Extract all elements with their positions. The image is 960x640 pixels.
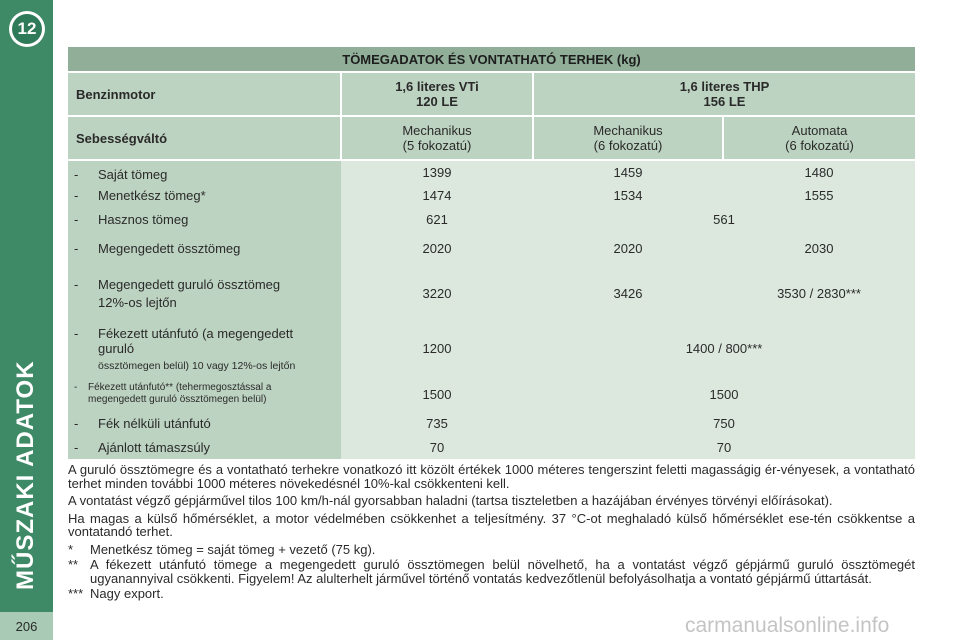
table-cell: 2020 — [533, 231, 723, 266]
table-cell: 561 — [533, 207, 915, 231]
note-paragraph: A guruló össztömegre és a vontatható terhekre vonatkozó itt közölt értékek 1000 méteres tengerszint feletti magasságig ér-vényesek, a vontatható terhet minden további 1000 méteres növekedésnél 10%-kal csökkenteni kell. — [68, 462, 915, 491]
gearbox-col-2 — [533, 116, 723, 160]
table-cell: 1534 — [533, 184, 723, 207]
gearbox-2-gears: (6 fokozatú) — [593, 138, 663, 153]
watermark: carmanualsonline.info — [685, 614, 890, 637]
gearbox-label: Sebességváltó — [68, 116, 341, 160]
table-cell: 1480 — [723, 160, 915, 184]
table-cell: 750 — [533, 411, 915, 435]
table-row — [68, 320, 915, 377]
footnote-mark: *** — [68, 586, 84, 601]
table-cell: 2020 — [341, 231, 533, 266]
mass-table-container — [68, 47, 915, 459]
table-row — [68, 411, 915, 435]
table-row — [68, 160, 915, 184]
footnote-text: Nagy export. — [90, 586, 164, 601]
table-cell: 3426 — [533, 266, 723, 320]
footnote — [68, 543, 915, 557]
notes-section — [68, 463, 915, 603]
table-cell: 3220 — [341, 266, 533, 320]
table-row — [68, 266, 915, 320]
footnote — [68, 558, 915, 585]
table-cell: 1459 — [533, 160, 723, 184]
engine-2-name: 1,6 literes THP — [679, 79, 770, 94]
table-title-row — [68, 47, 915, 72]
chapter-sidebar — [0, 0, 53, 640]
table-cell: 2030 — [723, 231, 915, 266]
table-row — [68, 184, 915, 207]
table-row — [68, 435, 915, 459]
footnote-text: A fékezett utánfutó tömege a megengedett guruló össztömegen belül növelhető, ha a vontatást végző gépjármű guruló össztömegét ugyanannyival csökkenti. Figyelem! Az alulterhelt járművel történő vontatás kedvezőtlenül befolyásolhatja a vontató gépjármű úttartását. — [90, 557, 915, 586]
gearbox-3-gears: (6 fokozatú) — [785, 138, 854, 153]
table-cell: 621 — [341, 207, 533, 231]
table-cell: 1500 — [341, 377, 533, 411]
table-title: TÖMEGADATOK ÉS VONTATHATÓ TERHEK (kg) — [68, 47, 915, 72]
table-cell: 3530 / 2830*** — [723, 266, 915, 320]
gearbox-2-type: Mechanikus — [593, 123, 663, 138]
table-cell: 735 — [341, 411, 533, 435]
row-label: - Megengedett guruló össztömeg 12%-os lejtőn — [68, 266, 341, 320]
engine-col-2 — [533, 72, 915, 116]
chapter-number-badge — [9, 11, 45, 47]
table-row — [68, 207, 915, 231]
table-cell: 70 — [533, 435, 915, 459]
gearbox-col-1 — [341, 116, 533, 160]
table-cell: 1500 — [533, 377, 915, 411]
note-paragraph: A vontatást végző gépjárművel tilos 100 km/h-nál gyorsabban haladni (tartsa tiszteletben a hazájában érvényes törvényi előírásokat). — [68, 493, 833, 508]
engine-label: Benzinmotor — [68, 72, 341, 116]
table-cell: 1400 / 800*** — [533, 320, 915, 377]
row-label: - Fékezett utánfutó (a megengedett guruló össztömegen belül) 10 vagy 12%-os lejtőn — [68, 320, 341, 377]
gearbox-row — [68, 116, 915, 160]
engine-col-1 — [341, 72, 533, 116]
page-number: 206 — [0, 612, 53, 640]
mass-table — [68, 47, 915, 459]
row-label: - Menetkész tömeg* — [68, 184, 341, 207]
gearbox-1-gears: (5 fokozatú) — [402, 138, 472, 153]
row-label: - Fékezett utánfutó** (tehermegosztással a megengedett guruló össztömegen belül) — [68, 377, 341, 411]
row-label: - Hasznos tömeg — [68, 207, 341, 231]
table-cell: 1200 — [341, 320, 533, 377]
engine-1-name: 1,6 literes VTi — [395, 79, 479, 94]
chapter-number: 12 — [12, 14, 42, 44]
gearbox-3-type: Automata — [791, 123, 848, 138]
note-paragraph: Ha magas a külső hőmérséklet, a motor védelmében csökkenhet a teljesítmény. 37 °C-ot meghaladó külső hőmérséklet ese-tén csökkentse a vontatandó terhet. — [68, 510, 915, 539]
row-label: - Fék nélküli utánfutó — [68, 411, 341, 435]
footnote-mark: * — [68, 541, 74, 557]
footnote-mark: ** — [68, 557, 79, 572]
table-cell: 1555 — [723, 184, 915, 207]
table-cell: 1399 — [341, 160, 533, 184]
engine-row — [68, 72, 915, 116]
footnote — [68, 587, 915, 601]
table-row — [68, 231, 915, 266]
table-cell: 1474 — [341, 184, 533, 207]
engine-2-power: 156 LE — [703, 94, 746, 109]
engine-1-power: 120 LE — [416, 94, 458, 109]
row-label: - Megengedett össztömeg — [68, 231, 341, 266]
chapter-title: MŰSZAKI ADATOK — [12, 360, 39, 590]
row-label: - Ajánlott támaszsúly — [68, 435, 341, 459]
table-cell: 70 — [341, 435, 533, 459]
row-label: - Saját tömeg — [68, 160, 341, 184]
gearbox-1-type: Mechanikus — [402, 123, 472, 138]
footnote-text: Menetkész tömeg = saját tömeg + vezető (75 kg). — [90, 541, 376, 557]
gearbox-col-3 — [723, 116, 915, 160]
table-row — [68, 377, 915, 411]
